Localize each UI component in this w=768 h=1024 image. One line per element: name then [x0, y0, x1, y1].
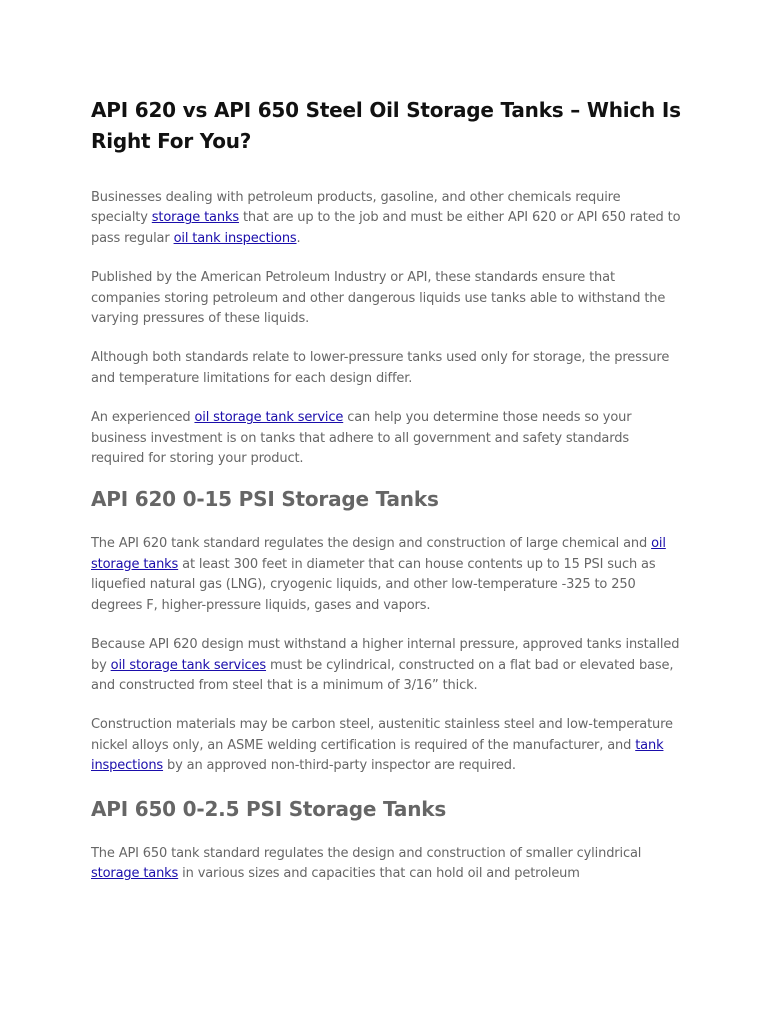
oil-storage-tank-service-link[interactable]: oil storage tank service: [194, 410, 344, 426]
storage-tanks-link[interactable]: storage tanks: [151, 210, 239, 226]
text-span: must be cylindrical, constructed on a flat bad or elevated base, and constructed from steel that is a minimum of 3/16” thick.: [91, 657, 674, 693]
text-span: in various sizes and capacities that can hold oil and petroleum: [178, 865, 580, 881]
storage-tanks-link-2[interactable]: storage tanks: [91, 865, 179, 881]
text-span: Construction materials may be carbon steel, austenitic stainless steel and low-temperature nickel alloys only, an ASME welding certification is required of the manufacturer, and: [91, 717, 673, 753]
api-620-paragraph-3: [91, 715, 681, 776]
text-span: Businesses dealing with petroleum products, gasoline, and other chemicals require specialty: [91, 190, 621, 226]
api-620-paragraph-1: [91, 534, 681, 616]
text-span: The API 620 tank standard regulates the design and construction of large chemical and: [91, 536, 652, 552]
tank-inspections-link[interactable]: tank inspections: [91, 737, 664, 774]
intro-paragraph-4: [91, 408, 681, 469]
section-heading-api-620: API 620 0-15 PSI Storage Tanks: [91, 487, 439, 512]
text-span: that are up to the job and must be either API 620 or API 650 rated to pass regular: [91, 210, 681, 246]
text-span: at least 300 feet in diameter that can house contents up to 15 PSI such as liquefied natural gas (LNG), cryogenic liquids, and other low-temperature -325 to 250 degrees F, higher-pressure liquids, gases and vapors.: [91, 556, 656, 613]
text-span: can help you determine those needs so your business investment is on tanks that adhere to all government and safety standards required for storing your product.: [91, 410, 632, 467]
intro-paragraph-3: Although both standards relate to lower-pressure tanks used only for storage, the pressure and temperature limitations for each design differ.: [91, 350, 670, 386]
text-span: Because API 620 design must withstand a higher internal pressure, approved tanks installed by: [91, 637, 680, 673]
text-span: An experienced: [91, 410, 195, 426]
oil-storage-tank-services-link[interactable]: oil storage tank services: [110, 657, 267, 673]
oil-storage-tanks-link[interactable]: oil storage tanks: [91, 536, 666, 572]
api-650-paragraph-1: [91, 844, 681, 885]
text-span: .: [296, 230, 301, 246]
text-span: by an approved non-third-party inspector are required.: [163, 758, 516, 774]
api-620-paragraph-2: [91, 635, 681, 696]
intro-paragraph-2: Published by the American Petroleum Industry or API, these standards ensure that companies storing petroleum and other dangerous liquids use tanks able to withstand the varying pressures of these liquids.: [91, 270, 666, 327]
section-heading-api-650: API 650 0-2.5 PSI Storage Tanks: [91, 796, 447, 821]
oil-tank-inspections-link[interactable]: oil tank inspections: [173, 230, 297, 246]
article-title: API 620 vs API 650 Steel Oil Storage Tanks – Which Is Right For You?: [91, 98, 681, 153]
intro-paragraph-1: [91, 188, 681, 249]
text-span: The API 650 tank standard regulates the design and construction of smaller cylindrical: [91, 845, 642, 861]
document-page: [91, 95, 681, 903]
